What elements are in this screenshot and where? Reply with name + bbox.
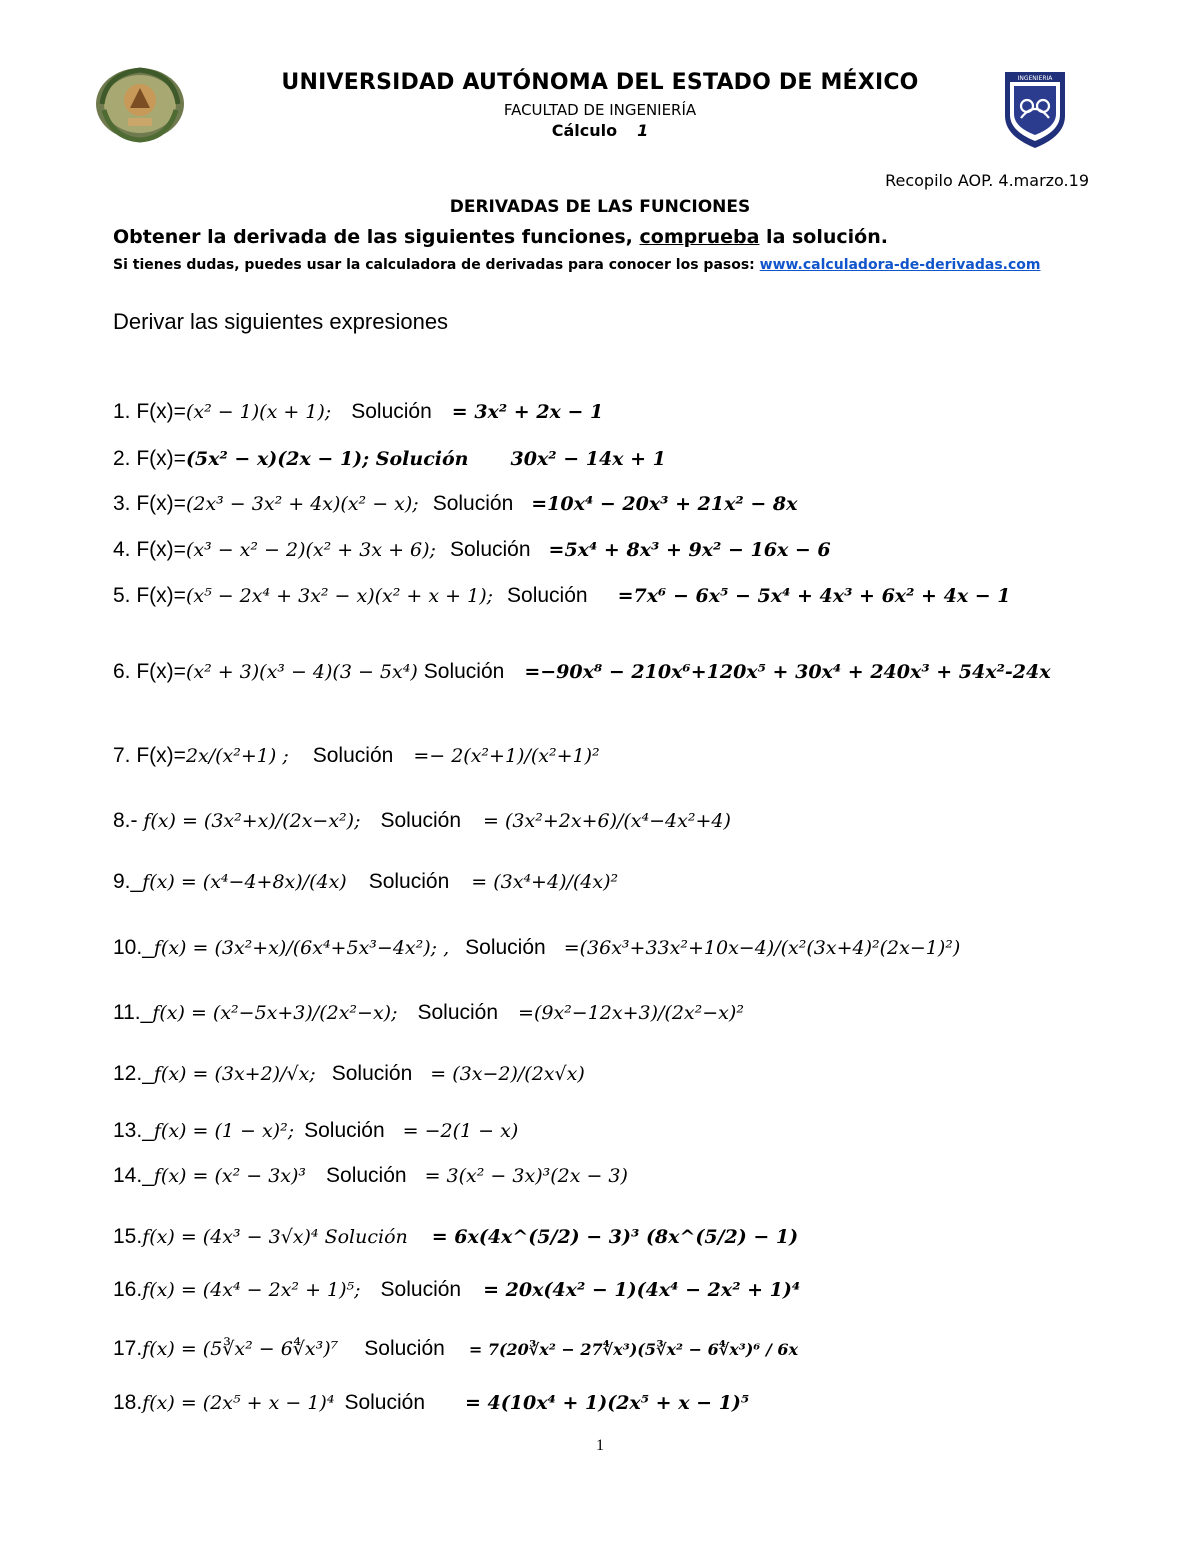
exercise-expression: (x⁵ − 2x⁴ + 3x² − x)(x² + x + 1); xyxy=(185,585,494,607)
solution-label: Solución xyxy=(507,584,588,607)
solution-expression: = 3(x² − 3x)³(2x − 3) xyxy=(424,1165,628,1187)
exercise-prefix: 6. F(x)= xyxy=(113,660,186,683)
faculty-name: FACULTAD DE INGENIERÍA xyxy=(503,101,697,119)
exercise-item xyxy=(113,1222,1090,1252)
exercise-expression: (x² + 3)(x³ − 4)(3 − 5x⁴) xyxy=(185,661,418,683)
exercise-prefix: 15. xyxy=(113,1225,143,1248)
exercise-item xyxy=(113,1388,1090,1418)
exercise-item xyxy=(113,444,1090,474)
exercise-prefix: 10._ xyxy=(113,936,154,959)
solution-expression: =7x⁶ − 6x⁵ − 5x⁴ + 4x³ + 6x² + 4x − 1 xyxy=(617,585,1011,607)
solution-label: Solución xyxy=(417,1001,499,1024)
exercise-expression: (2x³ − 3x² + 4x)(x² − x); xyxy=(185,493,419,515)
exercise-item xyxy=(113,489,1090,519)
solution-expression: =−90x⁸ − 210x⁶+120x⁵ + 30x⁴ + 240x³ + 54x²-24x xyxy=(524,661,1051,683)
hint xyxy=(113,257,1040,273)
exercise-expression: (x² − 1)(x + 1); xyxy=(185,401,332,423)
solution-label: Solución xyxy=(344,1391,426,1414)
page-number: 1 xyxy=(596,1437,604,1454)
exercise-expression: 2x/(x²+1) ; xyxy=(185,745,289,767)
solution-label: Solución xyxy=(380,1278,462,1301)
hint-text: Si tienes dudas, puedes usar la calculadora de derivadas para conocer los pasos: xyxy=(113,257,760,273)
exercise-expression: f(x) = (1 − x)²; xyxy=(153,1120,295,1142)
course-number: 1 xyxy=(637,121,649,140)
solution-expression: = (3x⁴+4)/(4x)² xyxy=(471,871,619,893)
solution-label: Solución xyxy=(432,492,514,515)
exercise-item xyxy=(113,581,1090,611)
exercise-prefix: 13._ xyxy=(113,1119,154,1142)
solution-label: Solución xyxy=(351,400,432,423)
subtitle: Derivar las siguientes expresiones xyxy=(113,309,449,334)
exercise-item xyxy=(113,867,1090,897)
solution-label: Solución xyxy=(368,870,450,893)
solution-expression: = 6x(4x^(5/2) − 3)³ (8x^(5/2) − 1) xyxy=(431,1226,799,1248)
instruction xyxy=(113,226,888,248)
solution-expression: = 3x² + 2x − 1 xyxy=(451,401,604,423)
solution-expression: = −2(1 − x) xyxy=(402,1120,519,1142)
solution-expression: = (3x²+2x+6)/(x⁴−4x²+4) xyxy=(483,810,731,832)
exercise-prefix: 2. F(x)= xyxy=(113,447,186,470)
solution-label: Solución xyxy=(331,1062,413,1085)
solution-expression: =− 2(x²+1)/(x²+1)² xyxy=(413,745,600,767)
solution-expression: =5x⁴ + 8x³ + 9x² − 16x − 6 xyxy=(548,539,831,561)
exercise-expression: f(x) = (3x²+x)/(6x⁴+5x³−4x²); , xyxy=(153,937,450,959)
instruction-underlined: comprueba xyxy=(639,226,760,248)
solution-label: Solución xyxy=(380,809,462,832)
exercise-prefix: 4. F(x)= xyxy=(113,538,186,561)
exercise-expression: f(x) = (3x+2)/√x; xyxy=(153,1063,316,1085)
exercise-item xyxy=(113,397,1090,427)
solution-label: Solución xyxy=(364,1337,445,1360)
exercise-item xyxy=(113,1116,1090,1146)
solution-label: Solución xyxy=(304,1119,385,1142)
exercise-expression: f(x) = (4x⁴ − 2x² + 1)⁵; xyxy=(142,1279,361,1301)
solution-expression: = (3x−2)/(2x√x) xyxy=(430,1063,585,1085)
exercise-prefix: 7. F(x)= xyxy=(113,744,186,767)
solution-expression: =(36x³+33x²+10x−4)/(x²(3x+4)²(2x−1)²) xyxy=(563,937,961,959)
exercise-prefix: 11._ xyxy=(113,1001,153,1024)
exercise-expression: (x³ − x² − 2)(x² + 3x + 6); xyxy=(185,539,436,561)
compiled-note: Recopilo AOP. 4.marzo.19 xyxy=(885,171,1089,190)
exercise-expression: f(x) = (4x³ − 3√x)⁴ Solución xyxy=(142,1226,408,1248)
exercise-prefix: 9._ xyxy=(113,870,143,893)
exercise-prefix: 3. F(x)= xyxy=(113,492,186,515)
solution-label: Solución xyxy=(326,1164,407,1187)
instruction-before: Obtener la derivada de las siguientes funciones, xyxy=(113,226,640,248)
instruction-after: la solución. xyxy=(759,226,888,248)
course-title: Cálculo xyxy=(551,121,618,140)
section-title: DERIVADAS DE LAS FUNCIONES xyxy=(449,197,751,217)
solution-label: Solución xyxy=(423,660,505,683)
exercise-item xyxy=(113,1334,1090,1365)
exercise-expression: f(x) = (x² − 3x)³ xyxy=(153,1165,307,1187)
exercise-expression: f(x) = (x⁴−4+8x)/(4x) xyxy=(142,871,347,893)
solution-label: Solución xyxy=(465,936,546,959)
exercise-item xyxy=(113,657,1090,687)
exercise-expression: (5x² − x)(2x − 1); Solución xyxy=(185,448,469,470)
solution-label: Solución xyxy=(449,538,531,561)
solution-expression: = 20x(4x² − 1)(4x⁴ − 2x² + 1)⁴ xyxy=(483,1279,801,1301)
solution-expression: =(9x²−12x+3)/(2x²−x)² xyxy=(518,1002,744,1024)
exercise-prefix: 14._ xyxy=(113,1164,154,1187)
exercise-prefix: 17. xyxy=(113,1337,143,1360)
course-name xyxy=(0,121,1200,140)
exercise-item xyxy=(113,741,1090,771)
exercise-prefix: 5. F(x)= xyxy=(113,584,186,607)
solution-expression: = 7(20∛x² − 27∜x³)(5∛x² − 6∜x³)⁶ / 6x xyxy=(468,1340,799,1359)
exercise-prefix: 8.- xyxy=(113,809,144,832)
solution-expression: =10x⁴ − 20x³ + 21x² − 8x xyxy=(531,493,798,515)
logo-text: INGENIERIA xyxy=(1017,75,1053,82)
exercise-item xyxy=(113,806,1090,836)
exercise-item xyxy=(113,1275,1090,1305)
exercise-expression: f(x) = (3x²+x)/(2x−x²); xyxy=(143,810,361,832)
exercise-item xyxy=(113,933,1090,963)
solution-label: Solución xyxy=(312,744,394,767)
exercise-expression: f(x) = (2x⁵ + x − 1)⁴ xyxy=(142,1392,335,1414)
university-name: UNIVERSIDAD AUTÓNOMA DEL ESTADO DE MÉXICO xyxy=(281,70,919,95)
exercise-expression: f(x) = (x²−5x+3)/(2x²−x); xyxy=(152,1002,398,1024)
exercise-prefix: 1. F(x)= xyxy=(113,400,186,423)
exercise-item xyxy=(113,998,1090,1028)
exercise-item xyxy=(113,1161,1090,1191)
exercise-item xyxy=(113,535,1090,565)
exercise-prefix: 16. xyxy=(113,1278,143,1301)
solution-expression: 30x² − 14x + 1 xyxy=(510,448,666,470)
exercise-item xyxy=(113,1059,1090,1089)
exercise-expression: f(x) = (5∛x² − 6∜x³)⁷ xyxy=(142,1338,339,1360)
exercise-prefix: 12._ xyxy=(113,1062,154,1085)
solution-expression: = 4(10x⁴ + 1)(2x⁵ + x − 1)⁵ xyxy=(465,1392,750,1414)
calculator-link[interactable]: www.calculadora-de-derivadas.com xyxy=(759,257,1041,273)
exercise-prefix: 18. xyxy=(113,1391,143,1414)
